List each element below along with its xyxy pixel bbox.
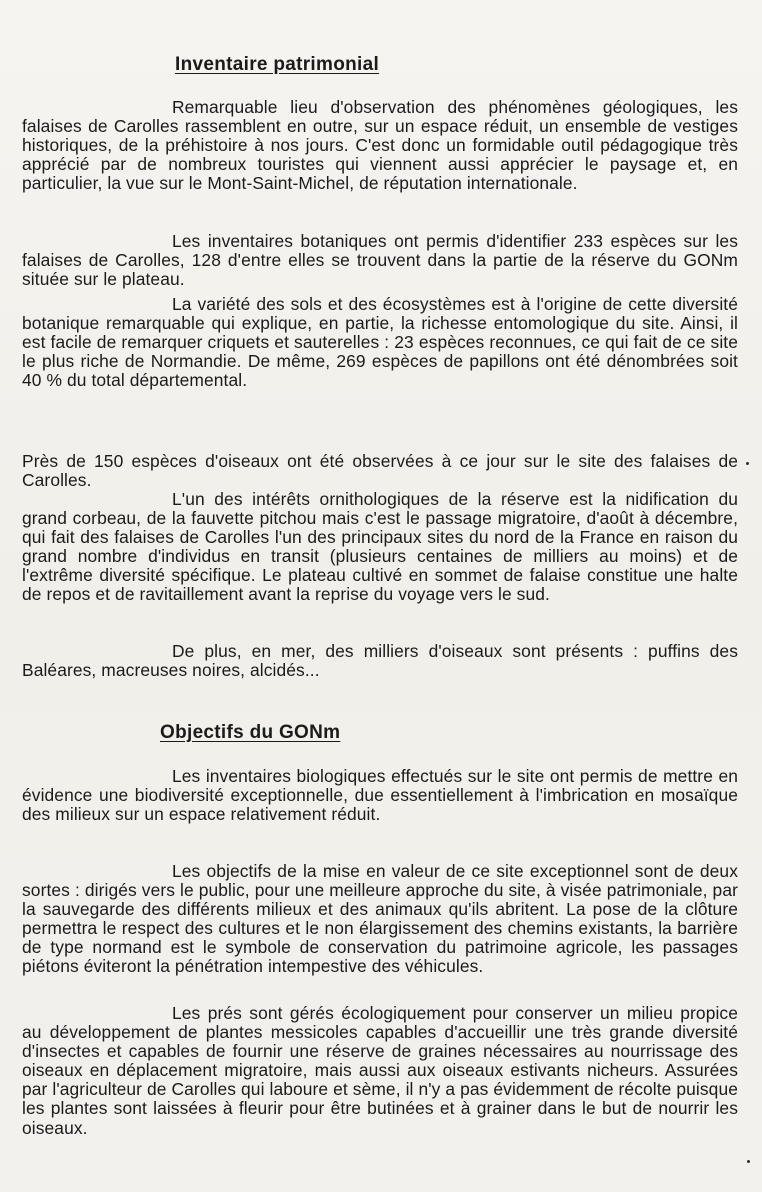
paragraph: Les prés sont gérés écologiquement pour conserver un milieu propice au développement de plantes messicoles capables d'accueillir une très grande diversité d'insectes et capables de fournir une réserve de graines nécessaires au nourrissage des oiseaux en déplacement migratoire, mais aussi aux oiseaux estivants nicheurs. Assurées par l'agriculteur de Carolles qui laboure et sème, il n'y a pas évidemment de récolte puisque les plantes sont laissées à fleurir pour être butinées et à grainer dans le but de nourrir les oiseaux. [22, 1003, 738, 1138]
paragraph: Près de 150 espèces d'oiseaux ont été observées à ce jour sur le site des falaises de Carolles. [22, 451, 738, 491]
paragraph: Les objectifs de la mise en valeur de ce site exceptionnel sont de deux sortes : dirigés vers le public, pour une meilleure approche du site, à visée patrimoniale, par la sauvegarde des différents milieux et des animaux qu'ils abritent. La pose de la clôture permettra le respect des cultures et le non élargissement des chemins existants, la barrière de type normand est le symbole de conservation du patrimoine agricole, les passages piétons éviteront la pénétration intempestive des véhicules. [22, 861, 738, 977]
paper-speck [747, 1160, 750, 1163]
paragraph: Remarquable lieu d'observation des phénomènes géologiques, les falaises de Carolles rassemblent en outre, sur un espace réduit, un ensemble de vestiges historiques, de la préhistoire à nos jours. C'est donc un formidable outil pédagogique très apprécié par de nombreux touristes qui viennent aussi apprécier le paysage et, en particulier, la vue sur le Mont-Saint-Michel, de réputation internationale. [22, 97, 738, 194]
paper-speck [746, 462, 749, 465]
heading-objectifs-du-gonm: Objectifs du GONm [160, 722, 341, 743]
heading-inventaire-patrimonial: Inventaire patrimonial [175, 54, 380, 75]
paragraph: De plus, en mer, des milliers d'oiseaux sont présents : puffins des Baléares, macreuses noires, alcidés... [22, 641, 738, 681]
paragraph: L'un des intérêts ornithologiques de la réserve est la nidification du grand corbeau, de la fauvette pitchou mais c'est le passage migratoire, d'août à décembre, qui fait des falaises de Carolles l'un des principaux sites du nord de la France en raison du grand nombre d'individus en transit (plusieurs centaines de milliers au moins) et de l'extrême diversité spécifique. Le plateau cultivé en sommet de falaise constitue une halte de repos et de ravitaillement avant la reprise du voyage vers le sud. [22, 489, 738, 605]
paragraph: Les inventaires biologiques effectués sur le site ont permis de mettre en évidence une biodiversité exceptionnelle, due essentiellement à l'imbrication en mosaïque des milieux sur un espace relativement réduit. [22, 766, 738, 825]
paragraph: La variété des sols et des écosystèmes est à l'origine de cette diversité botanique remarquable qui explique, en partie, la richesse entomologique du site. Ainsi, il est facile de remarquer criquets et sauterelles : 23 espèces reconnues, ce qui fait de ce site le plus riche de Normandie. De même, 269 espèces de papillons ont été dénombrées soit 40 % du total départemental. [22, 294, 738, 391]
paragraph: Les inventaires botaniques ont permis d'identifier 233 espèces sur les falaises de Carolles, 128 d'entre elles se trouvent dans la partie de la réserve du GONm située sur le plateau. [22, 231, 738, 290]
